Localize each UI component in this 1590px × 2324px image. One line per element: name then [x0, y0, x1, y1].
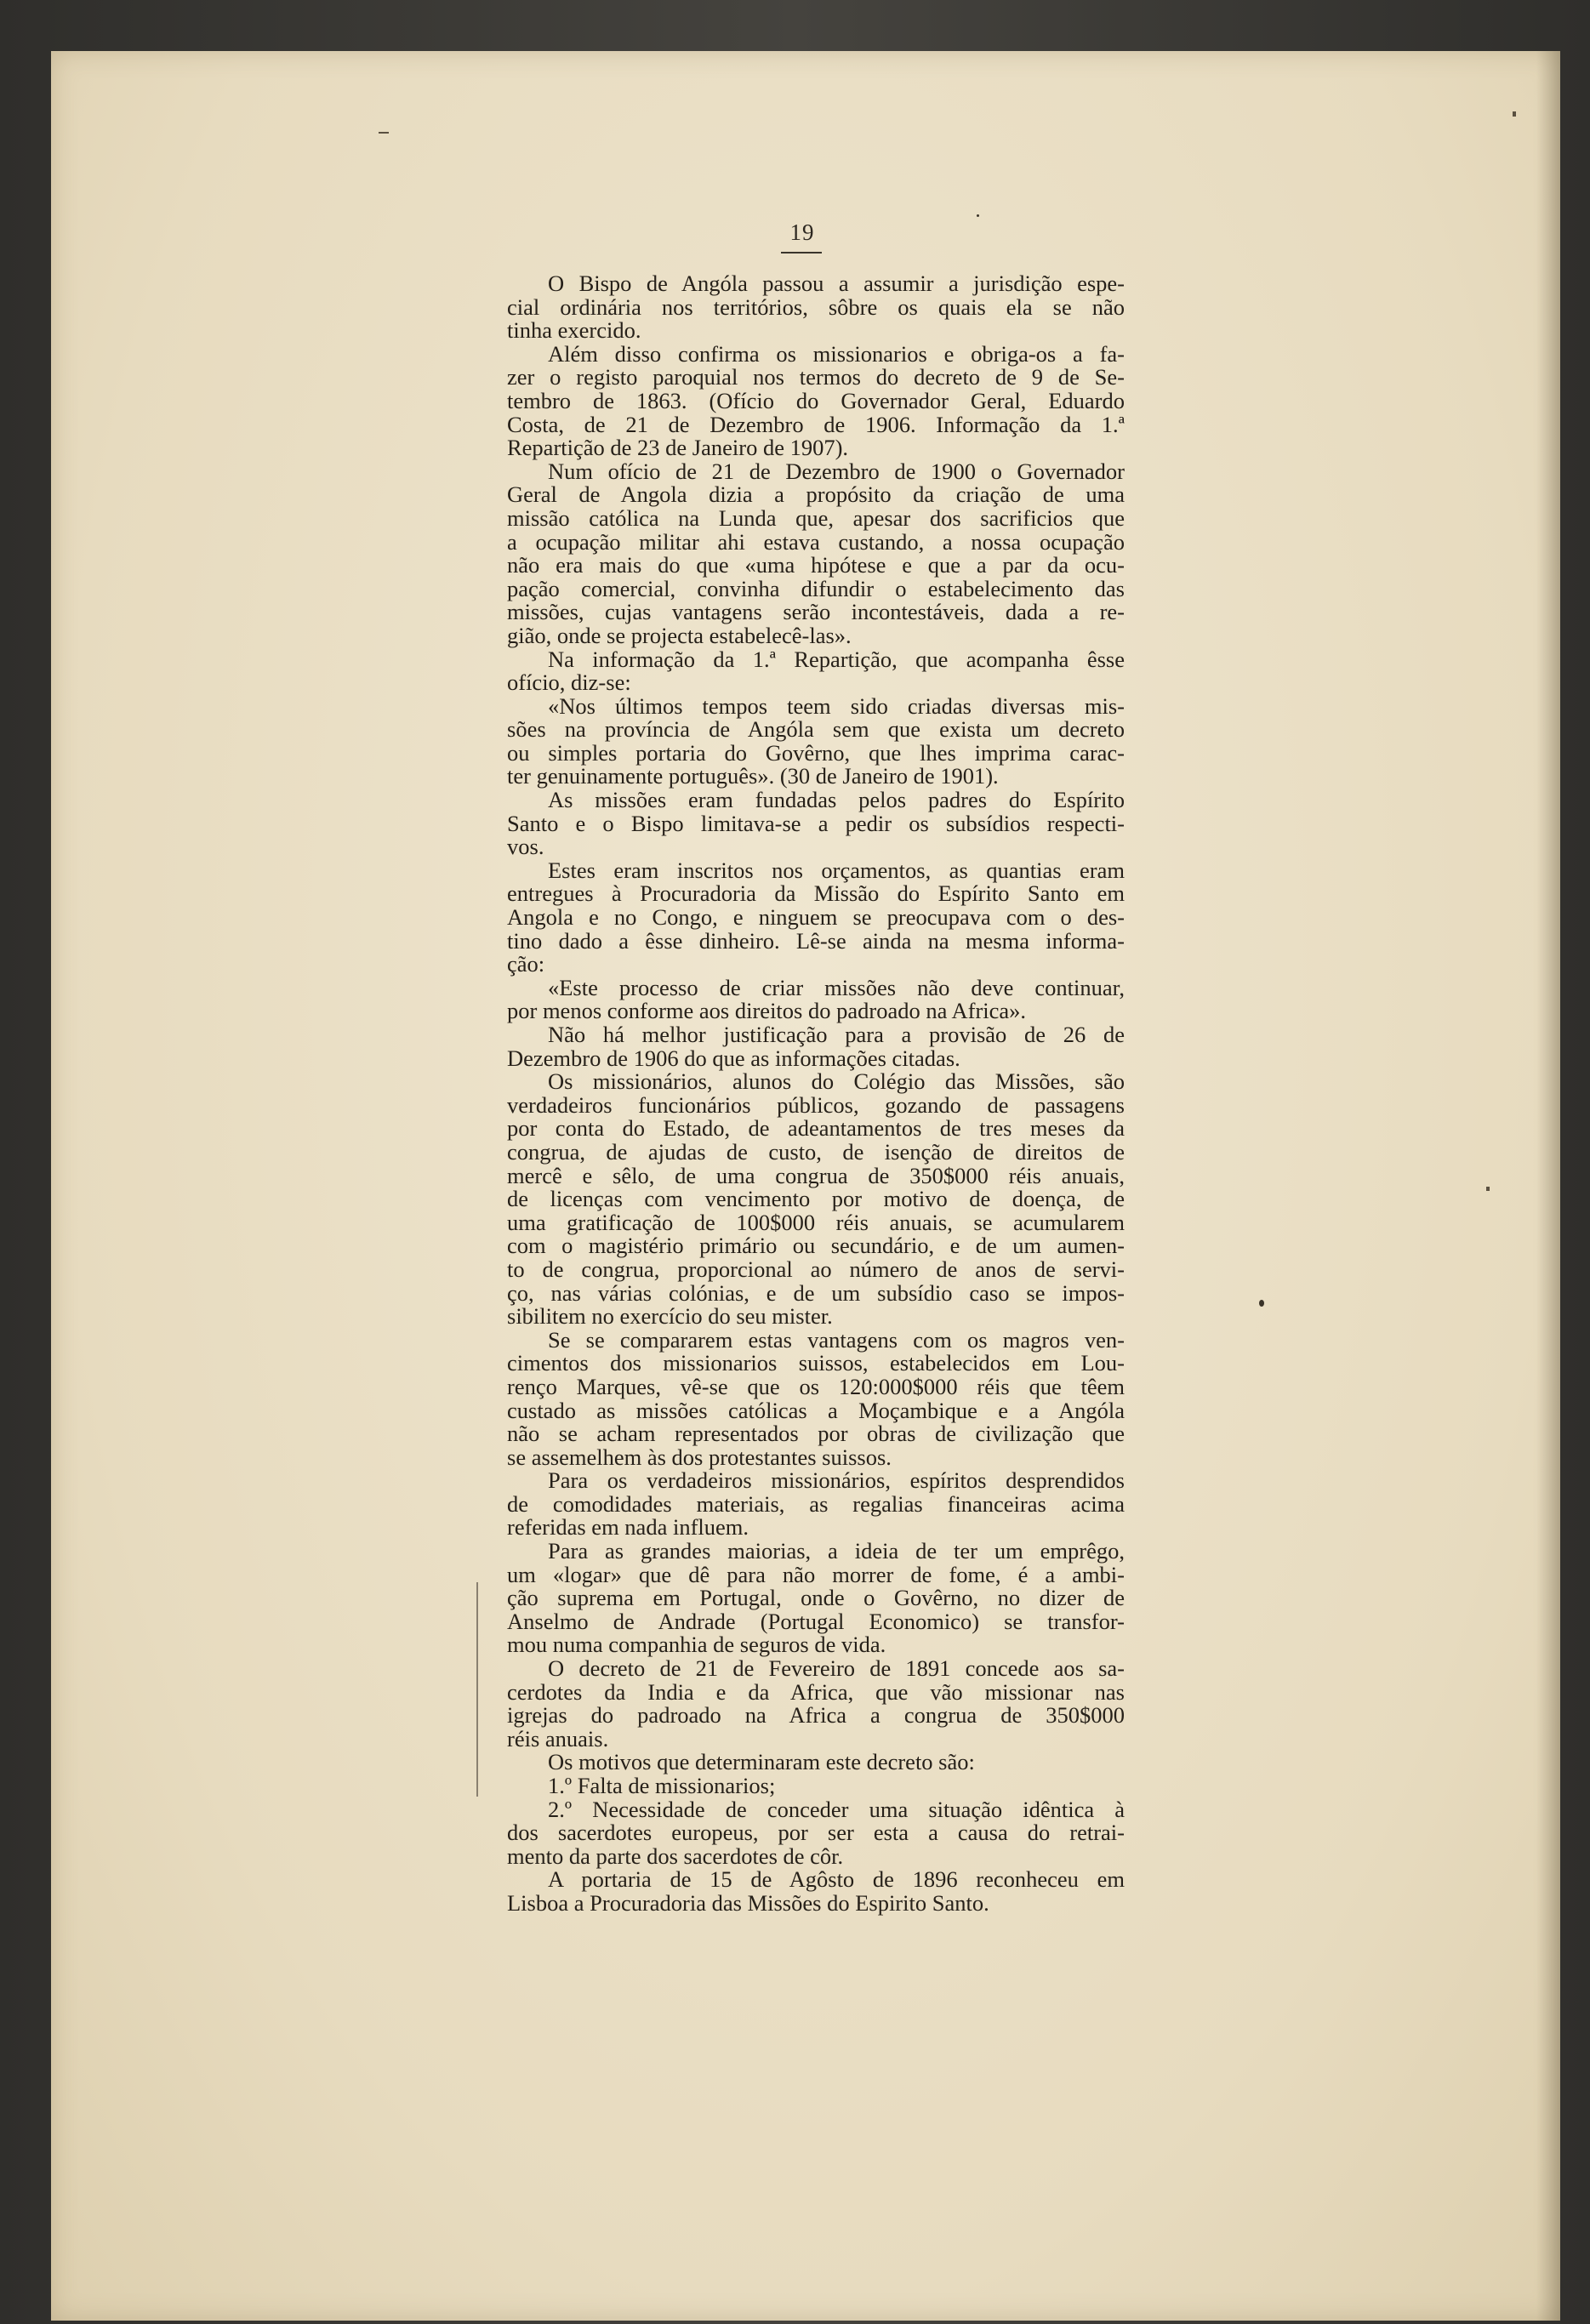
- page-number: 19: [789, 219, 815, 245]
- text-line: ofício, diz-se:: [507, 669, 631, 696]
- text-line: Angola e no Congo, e ninguem se preocupava com o des-: [507, 904, 1125, 931]
- text-line: Não há melhor justificação para a provisão de 26 de: [548, 1022, 1125, 1047]
- text-line: «Este processo de criar missões não deve continuar,: [548, 974, 1125, 1000]
- page-number-rule: [781, 252, 822, 253]
- text-line: ção suprema em Portugal, onde o Govêrno, no dizer de: [507, 1585, 1125, 1611]
- text-line: Costa, de 21 de Dezembro de 1906. Informação da 1.ª: [507, 411, 1125, 437]
- margin-pencil-mark: [476, 1582, 478, 1797]
- text-line: missão católica na Lunda que, apesar dos sacrificios que: [507, 504, 1125, 531]
- text-line: verdadeiros funcionários públicos, gozando de passagens: [507, 1091, 1125, 1118]
- text-line: ou simples portaria do Govêrno, que lhes imprima carac-: [507, 739, 1125, 766]
- text-line: dos sacerdotes europeus, por ser esta a causa do retrai-: [507, 1820, 1125, 1846]
- text-line: to de congrua, proporcional ao número de anos de servi-: [507, 1256, 1125, 1282]
- text-line: Geral de Angola dizia a propósito da criação de uma: [507, 481, 1125, 508]
- text-line: «Nos últimos tempos teem sido criadas diversas mis-: [548, 692, 1125, 719]
- text-line: por menos conforme aos direitos do padroado na Africa».: [507, 998, 1027, 1024]
- edge-mark: [1513, 111, 1516, 117]
- text-line: Os motivos que determinaram este decreto são:: [548, 1749, 975, 1775]
- text-line: cerdotes da India e da Africa, que vão missionar nas: [507, 1678, 1125, 1705]
- body-text: [507, 272, 1125, 1916]
- text-line: uma gratificação de 100$000 réis anuais, se acumularem: [507, 1209, 1125, 1235]
- text-line: Se se compararem estas vantagens com os magros ven-: [548, 1326, 1125, 1353]
- text-line: Num ofício de 21 de Dezembro de 1900 o Governador: [548, 458, 1125, 484]
- text-line: com o magistério primário ou secundário, e de um aumen-: [507, 1233, 1125, 1259]
- text-line: cimentos dos missionarios suissos, estabelecidos em Lou-: [507, 1350, 1125, 1376]
- ink-speck: [977, 214, 979, 217]
- text-line: 2.º Necessidade de conceder uma situação idêntica à: [548, 1796, 1125, 1822]
- text-line: As missões eram fundadas pelos padres do Espírito: [548, 787, 1125, 813]
- text-line: um «logar» que dê para não morrer de fome, é a ambi-: [507, 1561, 1125, 1587]
- ink-speck: [1259, 1300, 1264, 1307]
- text-line: cial ordinária nos territórios, sôbre os quais ela se não: [507, 293, 1125, 320]
- text-line: tinha exercido.: [507, 317, 641, 344]
- text-line: a ocupação militar ahi estava custando, a nossa ocupação: [507, 528, 1125, 555]
- text-line: ter genuinamente português». (30 de Janeiro de 1901).: [507, 763, 999, 789]
- text-line: O decreto de 21 de Fevereiro de 1891 concede aos sa-: [548, 1655, 1125, 1682]
- text-line: Para os verdadeiros missionários, espíritos desprendidos: [548, 1467, 1125, 1494]
- text-line: Repartição de 23 de Janeiro de 1907).: [507, 435, 849, 461]
- text-line: Além disso confirma os missionarios e obriga-os a fa-: [548, 340, 1125, 367]
- text-line: se assemelhem às dos protestantes suissos.: [507, 1444, 892, 1470]
- edge-mark: [379, 132, 389, 134]
- text-line: missões, cujas vantagens serão incontestáveis, dada a re-: [507, 599, 1125, 625]
- text-line: de licenças com vencimento por motivo de doença, de: [507, 1186, 1125, 1212]
- text-line: não se acham representados por obras de civilização que: [507, 1421, 1125, 1447]
- text-line: Para as grandes maiorias, a ideia de ter um emprêgo,: [548, 1538, 1125, 1564]
- text-line: Dezembro de 1906 do que as informações citadas.: [507, 1045, 960, 1071]
- text-line: Santo e o Bispo limitava-se a pedir os subsídios respecti-: [507, 810, 1125, 836]
- text-line: sibilitem no exercício do seu mister.: [507, 1303, 833, 1330]
- text-line: tembro de 1863. (Ofício do Governador Geral, Eduardo: [507, 387, 1125, 413]
- text-line: congrua, de ajudas de custo, de isenção de direitos de: [507, 1138, 1125, 1165]
- text-line: igrejas do padroado na Africa a congrua de 350$000: [507, 1702, 1125, 1729]
- text-line: mercê e sêlo, de uma congrua de 350$000 réis anuais,: [507, 1162, 1125, 1188]
- text-line: pação comercial, convinha difundir o estabelecimento das: [507, 575, 1125, 601]
- edge-mark: [1486, 1187, 1490, 1191]
- text-line: gião, onde se projecta estabelecê-las».: [507, 622, 852, 648]
- text-line: mou numa companhia de seguros de vida.: [507, 1632, 886, 1658]
- text-line: de comodidades materiais, as regalias financeiras acima: [507, 1490, 1125, 1517]
- text-line: não era mais do que «uma hipótese e que a par da ocu-: [507, 552, 1125, 578]
- text-line: réis anuais.: [507, 1725, 609, 1752]
- text-line: por conta do Estado, de adeantamentos de tres meses da: [507, 1115, 1125, 1142]
- text-line: renço Marques, vê-se que os 120:000$000 réis que têem: [507, 1373, 1125, 1399]
- text-line: Lisboa a Procuradoria das Missões do Espirito Santo.: [507, 1889, 989, 1916]
- text-line: Anselmo de Andrade (Portugal Economico) se transfor-: [507, 1608, 1125, 1634]
- text-line: mento da parte dos sacerdotes de côr.: [507, 1843, 844, 1869]
- text-line: entregues à Procuradoria da Missão do Espírito Santo em: [507, 880, 1125, 907]
- text-line: vos.: [507, 834, 544, 860]
- text-line: zer o registo paroquial nos termos do decreto de 9 de Se-: [507, 364, 1125, 390]
- text-line: 1.º Falta de missionarios;: [548, 1773, 776, 1798]
- text-line: O Bispo de Angóla passou a assumir a jurisdição espe-: [548, 271, 1125, 296]
- text-line: tino dado a êsse dinheiro. Lê-se ainda na mesma informa-: [507, 927, 1125, 954]
- text-line: Na informação da 1.ª Repartição, que acompanha êsse: [548, 646, 1125, 672]
- text-line: ço, nas várias colónias, e de um subsídio caso se impos-: [507, 1279, 1125, 1306]
- text-line: ção:: [507, 951, 545, 977]
- text-line: Os missionários, alunos do Colégio das Missões, são: [548, 1068, 1125, 1095]
- text-line: referidas em nada influem.: [507, 1514, 749, 1541]
- text-line: custado as missões católicas a Moçambique e a Angóla: [507, 1397, 1125, 1423]
- text-line: Estes eram inscritos nos orçamentos, as quantias eram: [548, 857, 1125, 883]
- page-edge-shadow: [1536, 51, 1560, 2321]
- text-line: sões na província de Angóla sem que exista um decreto: [507, 716, 1125, 743]
- text-line: A portaria de 15 de Agôsto de 1896 reconheceu em: [548, 1866, 1125, 1893]
